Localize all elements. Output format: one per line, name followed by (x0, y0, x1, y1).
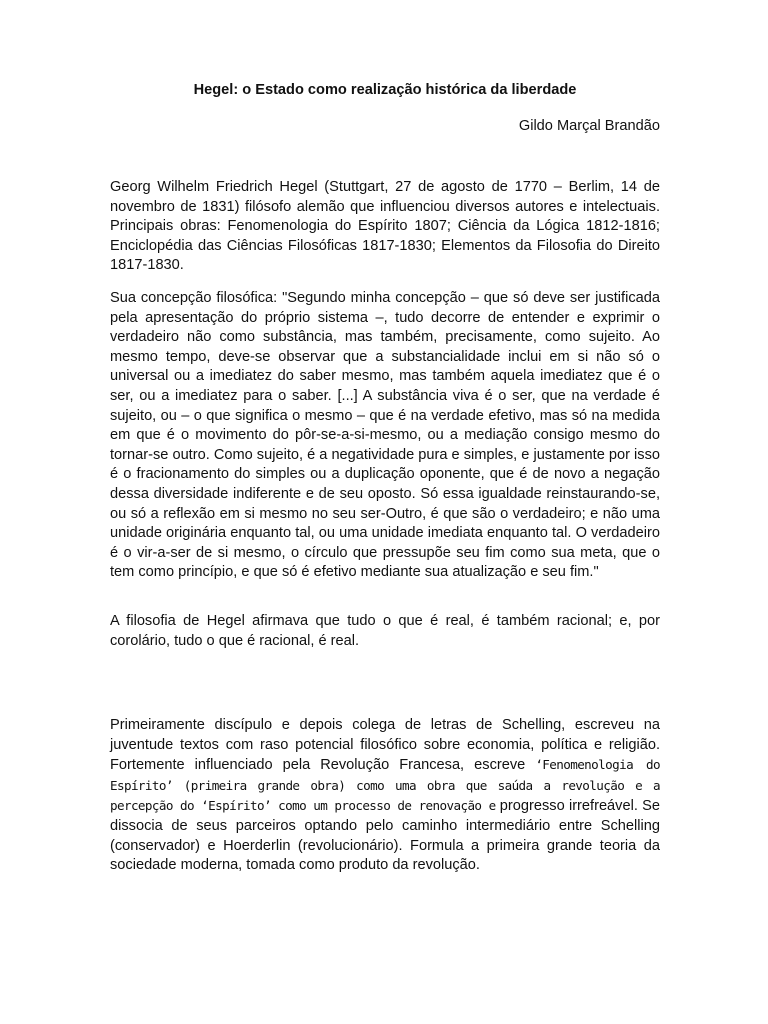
paragraph-influences-text-2: ‘Fenomenologia do Espírito’ (primeira grande obra) como uma obra que saúda a revolução e a percepção do ‘Espírito’ como um processo de renovação e (110, 757, 660, 814)
paragraph-biography: Georg Wilhelm Friedrich Hegel (Stuttgart, 27 de agosto de 1770 – Berlim, 14 de novembro de 1831) filósofo alemão que influenciou diversos autores e intelectuais. Principais obras: Fenomenologia do Espírito 1807; Ciência da Lógica 1812-1816; Enciclopédia das Ciências Filosóficas 1817-1830; Elementos da Filosofia do Direito 1817-1830. (110, 179, 660, 274)
paragraph-influences-text-1: Primeiramente discípulo e depois colega de letras de Schelling, escreveu na juventude textos com raso potencial filosófico sobre economia, política e religião. Fortemente influenciado pela Revolução Francesa, escreve (110, 717, 660, 774)
document-title: Hegel: o Estado como realização histórica da liberdade (193, 82, 577, 98)
document-author: Gildo Marçal Brandão (518, 118, 660, 134)
paragraph-influences (110, 716, 660, 876)
paragraph-philosophical-conception: Sua concepção filosófica: "Segundo minha concepção – que só deve ser justificada pela apresentação do próprio sistema –, tudo decorre de entender e exprimir o verdadeiro não como substância, mas também, precisamente, como sujeito. Ao mesmo tempo, deve-se observar que a substancialidade inclui em si não só o universal ou a imediatez do saber mesmo, mas também aquela imediatez que é o ser, ou a imediatez para o saber. [...] A substância viva é o ser, que na verdade é sujeito, ou – o que significa o mesmo – que é na verdade efetivo, mas só na medida em que é o movimento do pôr-se-a-si-mesmo, ou a mediação consigo mesmo do tornar-se outro. Como sujeito, é a negatividade pura e simples, e justamente por isso é o fracionamento do simples ou a duplicação oponente, que é de novo a negação dessa diversidade indiferente e de seu oposto. Só essa igualdade reinstaurando-se, ou só a reflexão em si mesmo no seu ser-Outro, é que são o verdadeiro; e não uma unidade originária enquanto tal, ou uma unidade imediata enquanto tal. O verdadeiro é o vir-a-ser de si mesmo, o círculo que pressupõe seu fim como sua meta, que o tem como princípio, e que só é efetivo mediante sua atualização e seu fim." (110, 290, 660, 581)
paragraph-influences-text-3: progresso irrefreável. Se dissocia de seus parceiros optando pelo caminho intermediário entre Schelling (conservador) e Hoerderlin (revolucionário). Formula a primeira grande teoria da sociedade moderna, tomada como produto da revolução. (110, 798, 660, 874)
paragraph-real-rational: A filosofia de Hegel afirmava que tudo o que é real, é também racional; e, por corolário, tudo o que é racional, é real. (110, 613, 660, 649)
